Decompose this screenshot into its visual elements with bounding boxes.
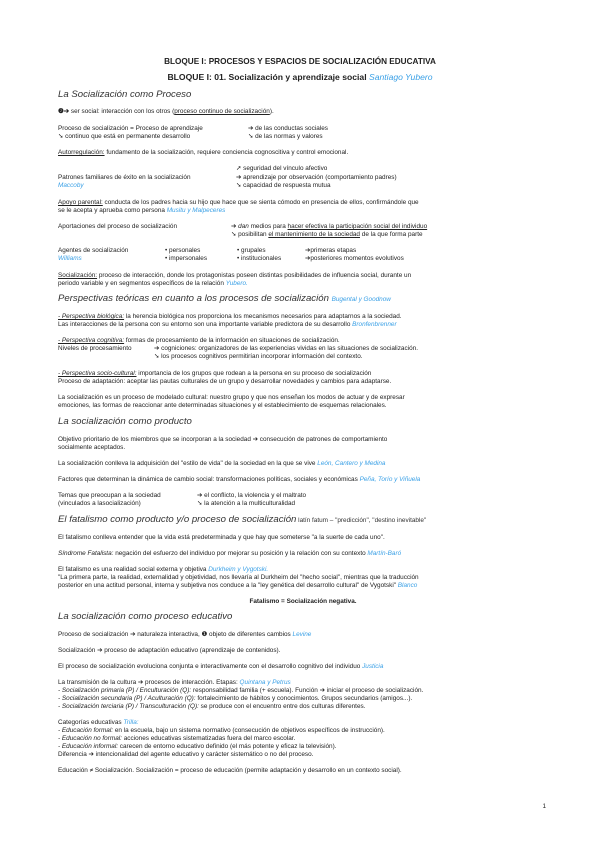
paragraph: Proceso de socialización ➔ naturaleza interactiva, ❶ objeto de diferentes cambios Levine — [58, 631, 312, 638]
section-heading-perspectivas: Perspectivas teóricas en cuanto a los procesos de socialización Bugental y Goodnow — [58, 293, 391, 304]
list-item: • personales — [165, 247, 201, 254]
paragraph: ➔ aprendizaje por observación (comportamiento padres) — [236, 174, 397, 181]
quote: "La primera parte, la realidad, externalidad y objetividad, nos llevaría al Durkheim del "hecho social", mientras que la traducción — [58, 574, 419, 581]
list-item: - Socialización primaria (P) / Enculturación (Q): responsabilidad familia (+ escuela). Función ➔ iniciar el proceso de socialización. — [58, 687, 424, 694]
paragraph: Socialización ➔ proceso de adaptación educativo (aprendizaje de contenidos). — [58, 647, 281, 654]
paragraph: ➘ continuo que está en permanente desarrollo — [58, 133, 191, 140]
paragraph: socialmente aceptados. — [58, 444, 126, 451]
paragraph: Apoyo parental: conducta de los padres hacia su hijo que hace que se sienta cómodo en presencia de ellos, confirmándole que — [58, 199, 419, 206]
paragraph: Temas que preocupan a la sociedad — [58, 492, 161, 499]
paragraph: Autorregulación: fundamento de la socialización, requiere conciencia cognoscitiva y control emocional. — [58, 149, 349, 156]
paragraph: Patrones familiares de éxito en la socialización — [58, 174, 191, 181]
paragraph: El fatalismo conlleva entender que la vida está predeterminada y que hay que someterse "a la suerte de cada uno". — [58, 534, 385, 541]
author-citation: Williams — [58, 255, 82, 262]
list-item: - Educación informal: carecen de entorno educativo definido (el más potente y eficaz la televisión). — [58, 743, 337, 750]
paragraph: La socialización es un proceso de modelado cultural: nuestro grupo y que nos enseñan los modos de actuar y de expresar — [58, 394, 405, 401]
paragraph: ➘ de las normas y valores — [248, 133, 323, 140]
list-item: - Socialización terciaria (P) / Transculturación (Q): se produce con el encuentro entre dos culturas diferentes. — [58, 703, 366, 710]
paragraph: El fatalismo es una realidad social externa y objetiva Durkheim y Vygotski. — [58, 566, 269, 573]
list-item: - Educación no formal: acciones educativas sistematizadas fuera del marco escolar. — [58, 735, 296, 742]
paragraph: Proceso de socialización = Proceso de aprendizaje — [58, 125, 203, 132]
paragraph: - Perspectiva biológica: la herencia biológica nos proporciona los mecanismos necesarios para adaptarnos a la sociedad. — [58, 313, 402, 320]
paragraph: La transmisión de la cultura ➔ procesos de interacción. Etapas: Quintana y Petrus — [58, 679, 291, 686]
list-item: ➔primeras etapas — [305, 247, 357, 254]
section-heading-educativo: La socialización como proceso educativo — [58, 611, 233, 622]
paragraph: ➘ capacidad de respuesta mutua — [236, 182, 331, 189]
paragraph: Agentes de socialización — [58, 247, 129, 254]
section-heading-fatalismo: El fatalismo como producto y/o proceso de socialización latín fatum – "predicción", "destino inevitable" — [58, 514, 427, 525]
paragraph: ➔ el conflicto, la violencia y el maltrato — [197, 492, 307, 499]
paragraph: - Perspectiva socio-cultural: importancia de los grupos que rodean a la persona en su proceso de socialización — [58, 370, 372, 377]
paragraph: ❷➔ ser social: interacción con los otros (proceso continuo de socialización). — [58, 108, 274, 115]
bullet-icon: ❷➔ — [58, 108, 70, 115]
quote: posterior en una actitud personal, interna y subjetiva nos conduce a la "ley genética del desarrollo cultural" de Vygotski" Blanco — [58, 582, 418, 589]
paragraph: Socialización: proceso de interacción, donde los protagonistas poseen distintas posibilidades de influencia social, durante un — [58, 272, 412, 279]
paragraph: periodo variable y en segmentos específicos de la relación Yubero. — [58, 280, 248, 287]
conclusion: Fatalismo = Socialización negativa. — [249, 598, 357, 605]
paragraph: emociones, las formas de reaccionar ante determinadas situaciones y el establecimiento de esquemas relacionales. — [58, 402, 387, 409]
subtitle-author: Santiago Yubero — [368, 72, 433, 82]
document-title: BLOQUE I: PROCESOS Y ESPACIOS DE SOCIALIZACIÓN EDUCATIVA — [164, 57, 436, 66]
author-citation: Maccoby — [58, 182, 84, 189]
paragraph: - Perspectiva cognitiva: formas de procesamiento de la información en situaciones de socialización. — [58, 337, 340, 344]
paragraph: ➚ seguridad del vínculo afectivo — [236, 165, 328, 172]
paragraph: ➘ la atención a la multiculturalidad — [197, 500, 296, 507]
paragraph: se le acepta y aprueba como persona Musitu y Malpeceres — [58, 207, 226, 214]
paragraph: ➔ cogniciones: organizadores de las experiencias vividas en las situaciones de socialización. — [154, 345, 418, 352]
section-heading-proceso: La Socialización como Proceso — [58, 89, 192, 100]
section-heading-producto: La socialización como producto — [58, 416, 192, 427]
paragraph: ➘ los procesos cognitivos permitirían incorporar información del contexto. — [154, 353, 363, 360]
list-item: - Educación formal: en la escuela, bajo un sistema normativo (consecución de objetivos específicos de instrucción). — [58, 727, 385, 734]
page-number: 1 — [542, 803, 546, 810]
paragraph: Niveles de procesamiento — [58, 345, 132, 352]
list-item: ➔posteriores momentos evolutivos — [305, 255, 404, 262]
paragraph: ➔ de las conductas sociales — [248, 125, 328, 132]
paragraph: Las interacciones de la persona con su entorno son una importante variable predictora de su desarrollo Bronfenbrenner — [58, 321, 397, 328]
paragraph: ➘ posibilitan el mantenimiento de la sociedad de la que forma parte — [231, 231, 423, 238]
paragraph: (vinculados a lasocialización) — [58, 500, 141, 507]
paragraph: Diferencia ➔ intencionalidad del agente educativo y carácter sistemático o no del proceso. — [58, 751, 314, 758]
list-item: • institucionales — [237, 255, 282, 262]
paragraph: Síndrome Fatalista: negación del esfuerzo del individuo por mejorar su posición y la relación con su contexto Martín-Baró — [58, 550, 402, 557]
paragraph: Proceso de adaptación: aceptar las pautas culturales de un grupo y desarrollar novedades y cambios para adaptarse. — [58, 378, 392, 385]
paragraph: Aportaciones del proceso de socialización — [58, 223, 178, 230]
list-item: - Socialización secundaria (P) / Aculturación (Q): fortalecimiento de hábitos y conocimientos. Grupos secundarios (amigos...). — [58, 695, 413, 702]
paragraph: ➔ dan medios para hacer efectiva la participación social del individuo — [231, 223, 428, 230]
paragraph: Educación ≠ Socialización. Socialización = proceso de educación (permite adaptación y desarrollo en un contexto social). — [58, 767, 402, 774]
paragraph: Categorías educativas Trilla: — [58, 719, 139, 726]
paragraph: La socialización conlleva la adquisición del "estilo de vida" de la sociedad en la que se vive León, Cantero y Medina — [58, 460, 386, 467]
paragraph: Objetivo prioritario de los miembros que se incorporan a la sociedad ➔ consecución de patrones de comportamiento — [58, 436, 388, 443]
list-item: • impersonales — [165, 255, 208, 262]
paragraph: El proceso de socialización evoluciona conjunta e interactivamente con el desarrollo cognitivo del individuo Justicia — [58, 663, 384, 670]
paragraph: Factores que determinan la dinámica de cambio social: transformaciones políticas, sociales y económicas Peña, Torío y Viñuela — [58, 476, 421, 483]
list-item: • grupales — [237, 247, 266, 254]
document-subtitle: BLOQUE I: 01. Socialización y aprendizaje social Santiago Yubero — [167, 72, 433, 82]
